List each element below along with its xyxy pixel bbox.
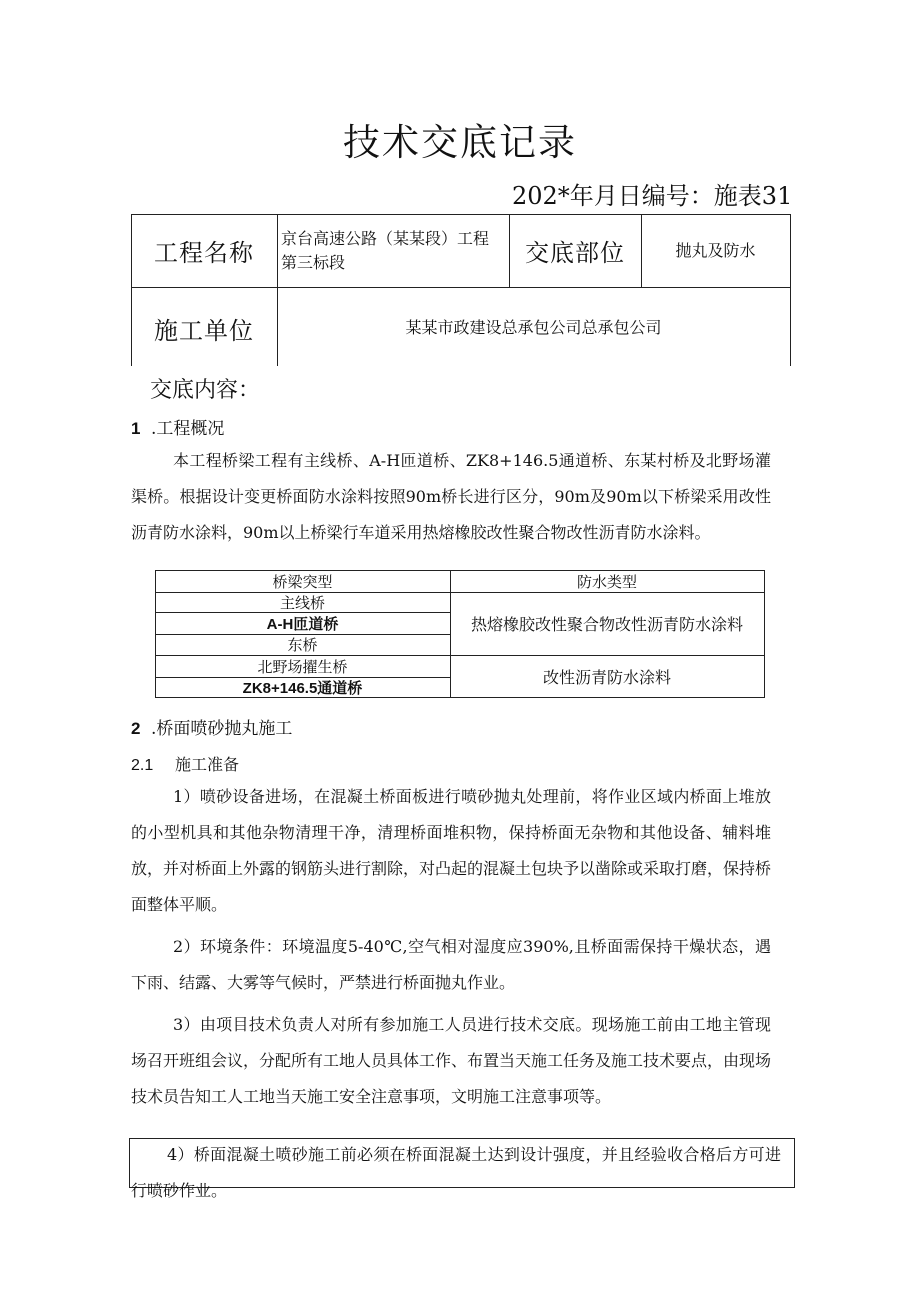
project-name-value — [277, 214, 509, 287]
subsection-2-1-heading — [131, 752, 239, 775]
section-1-title: .工程概况 — [151, 419, 225, 439]
section-2-items — [131, 779, 771, 1115]
project-name-value-line2: 第三标段 — [281, 252, 346, 272]
contractor-value: 某某市政建设总承包公司总承包公司 — [405, 318, 662, 337]
waterproof-type-group-1: 热熔橡胶改性聚合物改性沥青防水涂料 — [470, 615, 743, 634]
document-title: 技术交底记录 — [343, 121, 577, 164]
section-1-heading — [131, 414, 224, 439]
location-label: 交底部位 — [525, 239, 625, 267]
section-1-text: 本工程桥梁工程有主线桥、A-H匝道桥、ZK8+146.5通道桥、东某村桥及北野场灌渠桥。根据设计变更桥面防水涂料按照90m桥长进行区分，90m及90m以下桥梁采用改性沥青防水涂料，90m以上桥梁行车道采用热熔橡胶改性聚合物改性沥青防水涂料。 — [131, 451, 771, 542]
bridge-row-3: 东桥 — [287, 636, 318, 654]
section-2-title: .桥面喷砂抛丸施工 — [151, 719, 293, 739]
prep-item-2: 2）环境条件：环境温度5-40℃,空气相对湿度应390%,且桥面需保持干燥状态，遇下雨、结露、大雾等气候时，严禁进行桥面抛丸作业。 — [131, 937, 771, 992]
section-2-heading — [131, 714, 292, 739]
prep-item-4: 4）桥面混凝土喷砂施工前必须在桥面混凝土达到设计强度，并且经验收合格后方可进行喷砂作业。 — [131, 1145, 781, 1200]
section-1-paragraph — [131, 443, 771, 551]
date-and-number-line: 202*年月日编号：施表31 — [512, 182, 793, 210]
table-header-waterproof-type: 防水类型 — [576, 572, 637, 591]
location-value: 抛丸及防水 — [675, 240, 756, 260]
project-name-value-line1: 京台高速公路（某某段）工程 — [281, 228, 490, 248]
section-2-number: 2 — [131, 719, 141, 738]
bridge-row-1: 主线桥 — [279, 593, 325, 612]
subsection-2-1-number: 2.1 — [131, 757, 154, 774]
prep-item-1: 1）喷砂设备进场，在混凝土桥面板进行喷砂抛丸处理前，将作业区域内桥面上堆放的小型机具和其他杂物清理干净，清理桥面堆积物，保持桥面无杂物和其他设备、辅料堆放，并对桥面上外露的钢筋头进行割除，对凸起的混凝土包块予以凿除或采取打磨，保持桥面整体平顺。 — [131, 787, 772, 914]
contractor-label: 施工单位 — [154, 316, 254, 345]
note-text-wrap — [131, 1137, 781, 1209]
waterproof-type-group-2: 改性沥青防水涂料 — [542, 667, 671, 687]
content-label: 交底内容： — [150, 378, 261, 403]
subsection-2-1-title: 施工准备 — [175, 755, 240, 774]
bridge-row-4: 北野场擢生桥 — [257, 657, 348, 676]
table-header-bridge-type: 桥梁突型 — [272, 572, 333, 591]
section-1-number: 1 — [131, 419, 141, 438]
bridge-row-2: A-H匝道桥 — [266, 615, 339, 633]
project-name-label: 工程名称 — [154, 239, 254, 267]
prep-item-3: 3）由项目技术负责人对所有参加施工人员进行技术交底。现场施工前由工地主管现场召开班组会议，分配所有工地人员具体工作、布置当天施工任务及施工技术要点，由现场技术员告知工人工地当天施工安全注意事项，文明施工注意事项等。 — [131, 1015, 772, 1106]
bridge-row-5: ZK8+146.5通道桥 — [242, 679, 363, 697]
